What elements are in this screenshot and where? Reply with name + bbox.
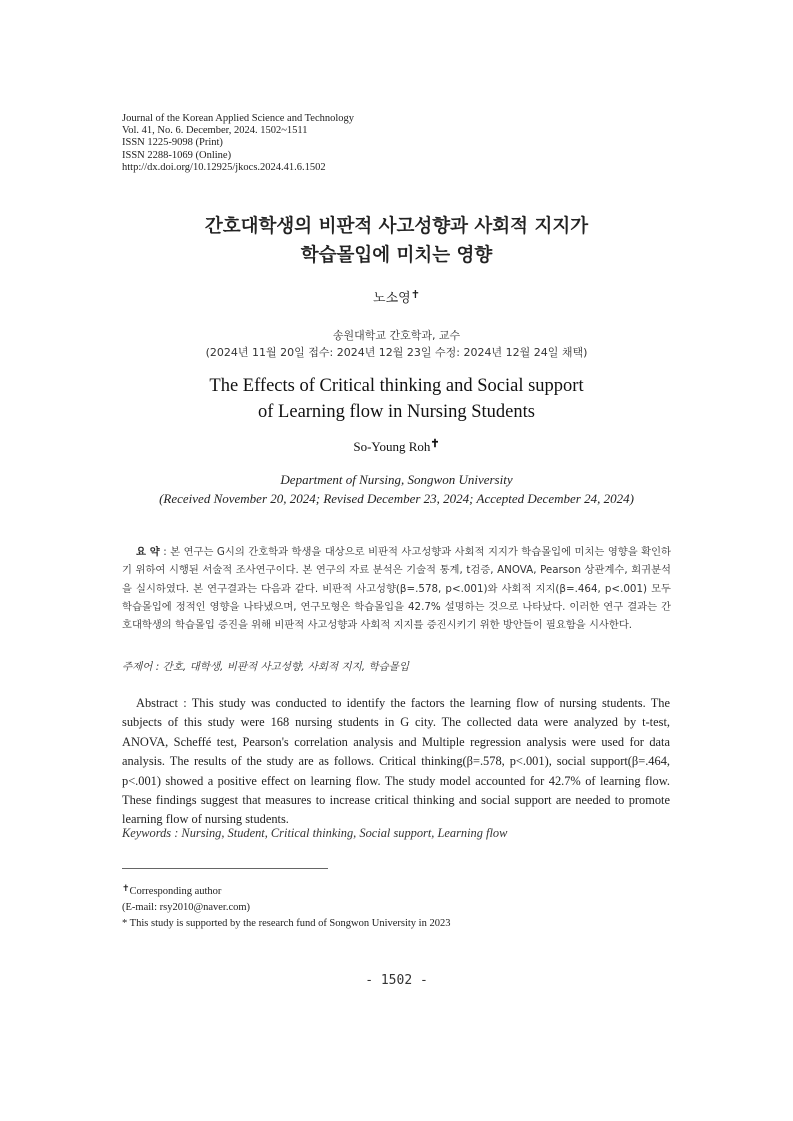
dagger-icon: ✝ xyxy=(430,438,440,450)
doi-link[interactable]: http://dx.doi.org/10.12925/jkocs.2024.41.6.1502 xyxy=(122,161,326,173)
journal-volume: Vol. 41, No. 6. December, 2024. 1502~1511 xyxy=(122,125,308,137)
dagger-icon: ✝ xyxy=(410,288,420,301)
korean-title-line1: 간호대학생의 비판적 사고성향과 사회적 지지가 xyxy=(204,216,589,237)
english-abstract-text: : This study was conducted to identify the factors the learning flow of nursing students. The subjects of this study were 168 nursing students in G city. The collected data were analyzed by t-test, ANOVA, Scheffé test, Pearson's correlation analysis and Multiple regression analysis were used for data analysis. The results of the study are as follows. Critical thinking(β=.578, p<.001), social support(β=.464, p<.001) showed a positive effect on learning flow. The study model accounted for 42.7% of learning flow. These findings suggest that measures to increase critical thinking and social support are needed to promote learning flow of nursing students. xyxy=(122,696,670,827)
korean-author-name: 노소영 xyxy=(373,291,411,306)
footnote-divider xyxy=(122,868,328,869)
korean-keywords: 주제어 : 간호, 대학생, 비판적 사고성향, 사회적 지지, 학습몰입 xyxy=(122,661,410,673)
english-affiliation-block xyxy=(0,470,793,508)
english-dates: (Received November 20, 2024; Revised December 23, 2024; Accepted December 24, 2024) xyxy=(159,491,634,506)
footnotes xyxy=(122,880,682,932)
english-author-name: So-Young Roh xyxy=(353,439,431,454)
english-title-line1: The Effects of Critical thinking and Social support xyxy=(209,376,584,396)
korean-dates: (2024년 11월 20일 접수: 2024년 12월 23일 수정: 2024년 12월 24일 채택) xyxy=(205,346,588,359)
english-author xyxy=(0,437,793,455)
corresponding-author: Corresponding author xyxy=(129,886,222,897)
english-affiliation: Department of Nursing, Songwon University xyxy=(280,472,513,487)
english-keywords: Keywords : Nursing, Student, Critical thinking, Social support, Learning flow xyxy=(122,826,508,840)
korean-affiliation-block xyxy=(0,327,793,361)
korean-abstract-label: 요 약 xyxy=(136,546,160,558)
author-email[interactable]: (E-mail: rsy2010@naver.com) xyxy=(122,902,251,913)
korean-title xyxy=(0,212,793,270)
korean-abstract xyxy=(122,543,671,634)
korean-title-line2: 학습몰입에 미치는 영향 xyxy=(300,245,493,266)
english-title xyxy=(0,373,793,425)
korean-affiliation: 송원대학교 간호학과, 교수 xyxy=(332,329,461,342)
english-abstract-label: Abstract xyxy=(136,696,178,710)
korean-author xyxy=(0,287,793,306)
dagger-icon: ✝ xyxy=(122,883,130,893)
issn-online: ISSN 2288-1069 (Online) xyxy=(122,149,232,161)
english-abstract xyxy=(122,694,670,830)
page-number: - 1502 - xyxy=(365,973,428,988)
issn-print: ISSN 1225-9098 (Print) xyxy=(122,137,223,149)
korean-abstract-text: : 본 연구는 G시의 간호학과 학생을 대상으로 비판적 사고성향과 사회적 지지가 학습몰입에 미치는 영향을 확인하기 위하여 시행된 서술적 조사연구이다. 본 연구의 자료 분석은 기술적 통계, t검증, ANOVA, Pearson 상관계수, 회귀분석을 실시하였다. 본 연구결과는 다음과 같다. 비판적 사고성향(β=.578, p<.001)와 사회적 지지(β=.464, p<.001) 모두 학습몰입에 정적인 영향을 나타냈으며, 연구모형은 학습몰입을 42.7% 설명하는 것으로 나타났다. 이러한 연구 결과는 간호대학생의 학습몰입 증진을 위해 비판적 사고성향과 사회적 지지를 증진시키기 위한 방안들이 필요함을 시사한다. xyxy=(122,546,672,632)
journal-info xyxy=(122,113,542,174)
english-title-line2: of Learning flow in Nursing Students xyxy=(258,402,535,422)
funding-note: * This study is supported by the research fund of Songwon University in 2023 xyxy=(122,918,451,929)
journal-name: Journal of the Korean Applied Science and Technology xyxy=(122,113,355,124)
